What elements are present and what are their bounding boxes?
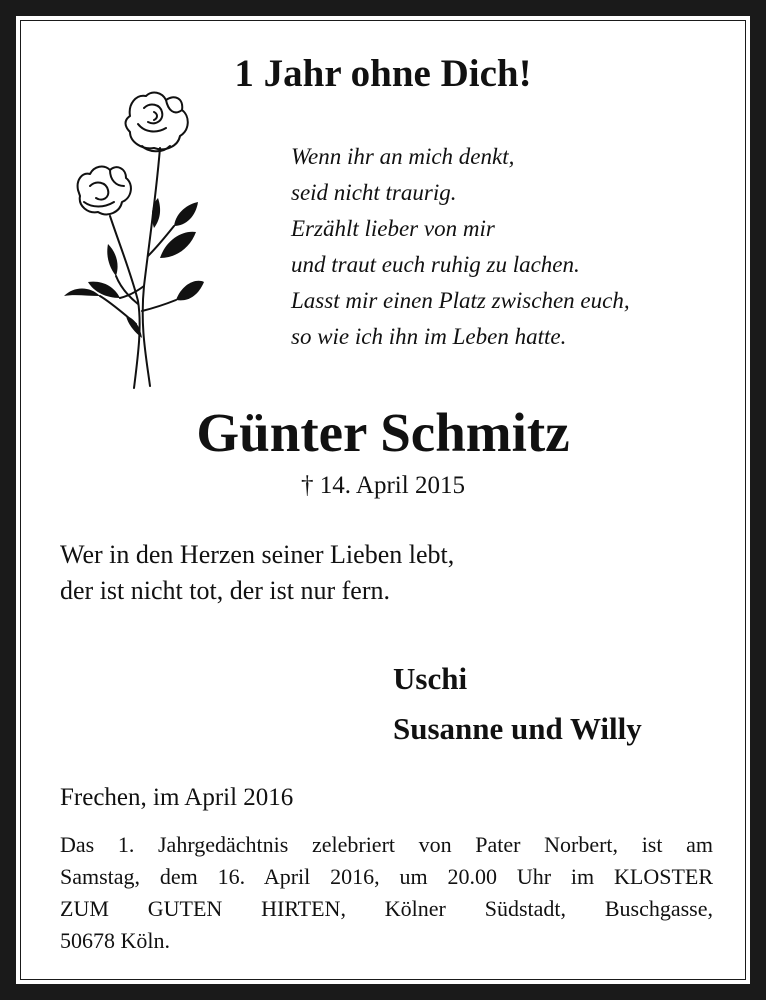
service-info bbox=[60, 829, 713, 957]
poem bbox=[291, 139, 731, 355]
poem-line: seid nicht traurig. bbox=[291, 180, 457, 205]
service-line: Samstag, dem 16. April 2016, um 20.00 Uhr im KLOSTER bbox=[60, 864, 713, 889]
poem-line: so wie ich ihn im Leben hatte. bbox=[291, 324, 567, 349]
signer-name: Uschi bbox=[393, 661, 468, 696]
quote-line: der ist nicht tot, der ist nur fern. bbox=[60, 576, 390, 605]
service-line: Das 1. Jahrgedächtnis zelebriert von Pater Norbert, ist am bbox=[60, 832, 713, 857]
memorial-quote bbox=[60, 537, 710, 609]
poem-line: Wenn ihr an mich denkt, bbox=[291, 144, 515, 169]
signer-name: Susanne und Willy bbox=[393, 711, 642, 746]
place-date: Frechen, im April 2016 bbox=[60, 784, 294, 811]
quote-line: Wer in den Herzen seiner Lieben lebt, bbox=[60, 540, 455, 569]
service-line: 50678 Köln. bbox=[60, 928, 170, 953]
headline: 1 Jahr ohne Dich! bbox=[234, 52, 532, 95]
poem-line: und traut euch ruhig zu lachen. bbox=[291, 252, 580, 277]
deceased-name: Günter Schmitz bbox=[196, 402, 570, 463]
service-line: ZUM GUTEN HIRTEN, Kölner Südstadt, Buschgasse, bbox=[60, 896, 713, 921]
death-date: † 14. April 2015 bbox=[301, 472, 465, 499]
poem-line: Erzählt lieber von mir bbox=[291, 216, 495, 241]
poem-line: Lasst mir einen Platz zwischen euch, bbox=[291, 288, 630, 313]
rose-icon bbox=[58, 86, 208, 392]
signers bbox=[393, 654, 733, 754]
